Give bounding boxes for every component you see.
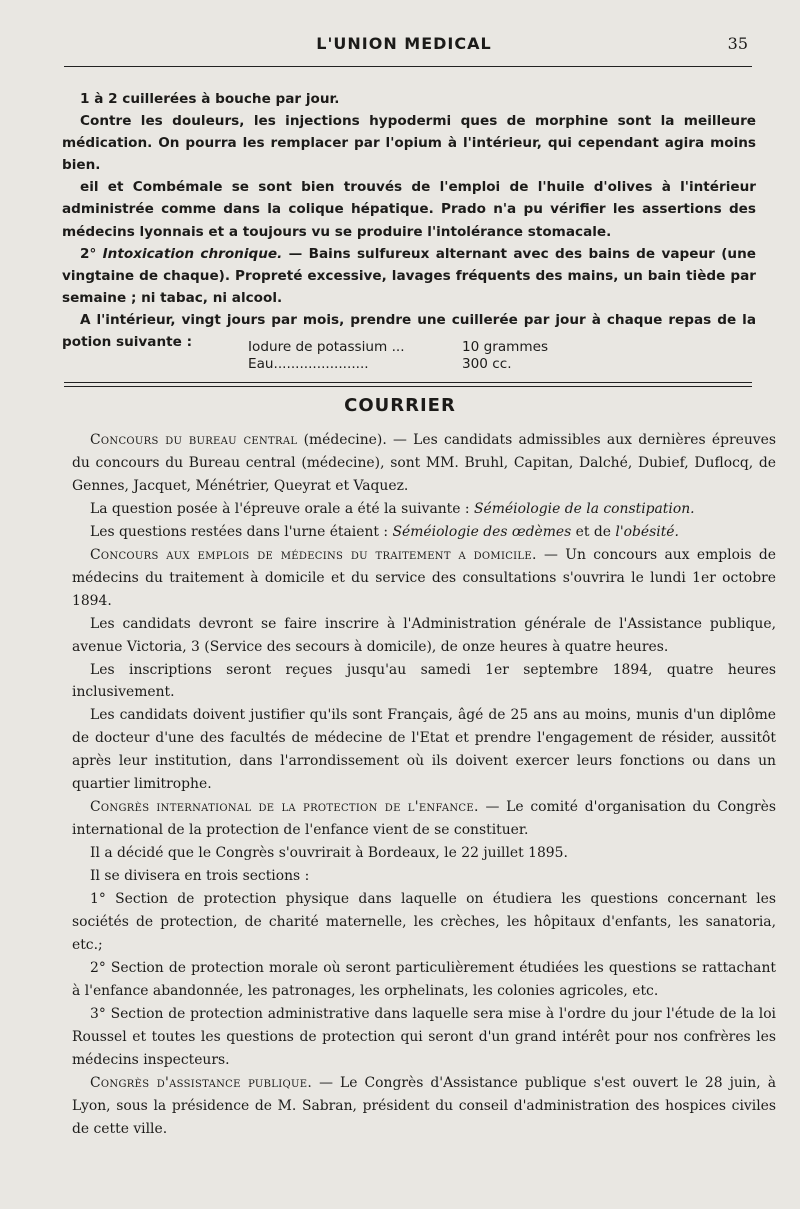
- paragraph-section-2: 2° Section de protection morale où seront particulièrement étudiées les questions se rattachant à l'enfance abandonnée, les patronages, les orphelinats, les colonies agricoles, etc.: [72, 959, 776, 999]
- recipe-row: [248, 339, 548, 356]
- courrier-text: [72, 429, 776, 1141]
- paragraph-congres-assistance: Congrès d'assistance publique. — Le Congrès d'Assistance publique s'est ouvert le 28 juin, à Lyon, sous la présidence de M. Sabran, président du conseil d'administration des hospices civiles de cette ville.: [72, 1074, 776, 1137]
- treatment-text: [62, 88, 756, 353]
- paragraph-concours-bureau: Concours du bureau central (médecine). — Les candidats admissibles aux dernières épreuves du concours du Bureau central (médecine), sont MM. Bruhl, Capitan, Dalché, Dubief, Duflocq, de Gennes, Jacquet, Ménétrier, Queyrat et Vaquez.: [72, 432, 776, 494]
- intoxication-heading: Intoxication chronique.: [102, 245, 283, 262]
- running-title: L'UNION MEDICAL: [316, 34, 492, 53]
- paragraph-concours-domicile: Concours aux emplois de médecins du traitement a domicile. — Un concours aux emplois de médecins du traitement à domicile et du service des consultations s'ouvrira le lundi 1er octobre 1894.: [72, 546, 776, 609]
- item-title: Congrès international de la protection de l'enfance.: [90, 799, 479, 816]
- item-title: Congrès d'assistance publique.: [90, 1074, 313, 1091]
- ingredient-name: Eau......................: [248, 356, 369, 372]
- header-rule: [64, 66, 752, 67]
- paragraph-conditions: Les candidats doivent justifier qu'ils sont Français, âgé de 25 ans au moins, munis d'un diplôme de docteur d'une des facultés de médecine de l'Etat et prendre l'engagement de résider, aussitôt après leur institution, dans l'arrondissement où ils doivent exercer leurs fonctions ou dans un quartier limitrophe.: [72, 707, 776, 793]
- ingredient-quantity: 300 cc.: [462, 356, 512, 372]
- item-title: Concours du bureau central: [90, 432, 298, 448]
- paragraph-congres-enfance: Congrès international de la protection de l'enfance. — Le comité d'organisation du Congrès international de la protection de l'enfance vient de se constituer.: [72, 799, 777, 839]
- paragraph-sections: Il se divisera en trois sections :: [90, 868, 310, 885]
- page-number: 35: [727, 34, 748, 53]
- paragraph-section-1: 1° Section de protection physique dans laquelle on étudiera les questions concernant les sociétés de protection, de charité maternelle, les crèches, les hôpitaux d'enfants, les sanatoria, etc.;: [72, 891, 776, 953]
- potion-recipe: [248, 339, 548, 373]
- page-header: [60, 34, 748, 68]
- paragraph-inscriptions-dates: Les inscriptions seront reçues jusqu'au samedi 1er septembre 1894, quatre heures inclusivement.: [72, 661, 776, 701]
- paragraph-section-3: 3° Section de protection administrative dans laquelle sera mise à l'ordre du jour l'étude de la loi Roussel et toutes les questions de protection qui seront d'un grand intérêt pour nos confrères les médecins inspecteurs.: [72, 1005, 776, 1068]
- paragraph-potion: A l'intérieur, vingt jours par mois, prendre une cuillerée par jour à chaque repas de la potion suivante :: [62, 311, 756, 351]
- section-heading: COURRIER: [344, 395, 456, 416]
- item-title: Concours aux emplois de médecins du traitement a domicile.: [90, 546, 537, 563]
- section-rule-top: [64, 382, 752, 383]
- paragraph-question-orale: La question posée à l'épreuve orale a été la suivante : Séméiologie de la constipation.: [90, 500, 695, 517]
- intoxication-text: — Bains sulfureux alternant avec des bains de vapeur (une vingtaine de chaque). Propreté excessive, lavages fréquents des mains, un bain tiède par semaine ; ni tabac, ni alcool.: [62, 245, 756, 306]
- paragraph-bordeaux: Il a décidé que le Congrès s'ouvrirait à Bordeaux, le 22 juillet 1895.: [90, 845, 568, 862]
- intoxication-number: 2°: [80, 245, 103, 262]
- section-rule-bottom: [64, 386, 752, 387]
- ingredient-quantity: 10 grammes: [462, 339, 549, 355]
- paragraph-intoxication: [62, 243, 756, 309]
- paragraph-inscription: Les candidats devront se faire inscrire à l'Administration générale de l'Assistance publique, avenue Victoria, 3 (Service des secours à domicile), de onze heures à quatre heures.: [72, 615, 776, 655]
- paragraph-questions-urne: Les questions restées dans l'urne étaient : Séméiologie des œdèmes et de l'obésité.: [90, 523, 679, 540]
- paragraph-huile-olives: eil et Combémale se sont bien trouvés de l'emploi de l'huile d'olives à l'intérieur administrée comme dans la colique hépatique. Prado n'a pu vérifier les assertions des médecins lyonnais et a toujours vu se produire l'intolérance stomacale.: [62, 179, 756, 240]
- paragraph-douleurs: Contre les douleurs, les injections hypodermi ques de morphine sont la meilleure médication. On pourra les remplacer par l'opium à l'intérieur, qui cependant agira moins bien.: [62, 113, 756, 174]
- recipe-row: [248, 356, 548, 373]
- dosage-line: 1 à 2 cuillerées à bouche par jour.: [80, 91, 340, 107]
- ingredient-name: Iodure de potassium ...: [248, 339, 405, 355]
